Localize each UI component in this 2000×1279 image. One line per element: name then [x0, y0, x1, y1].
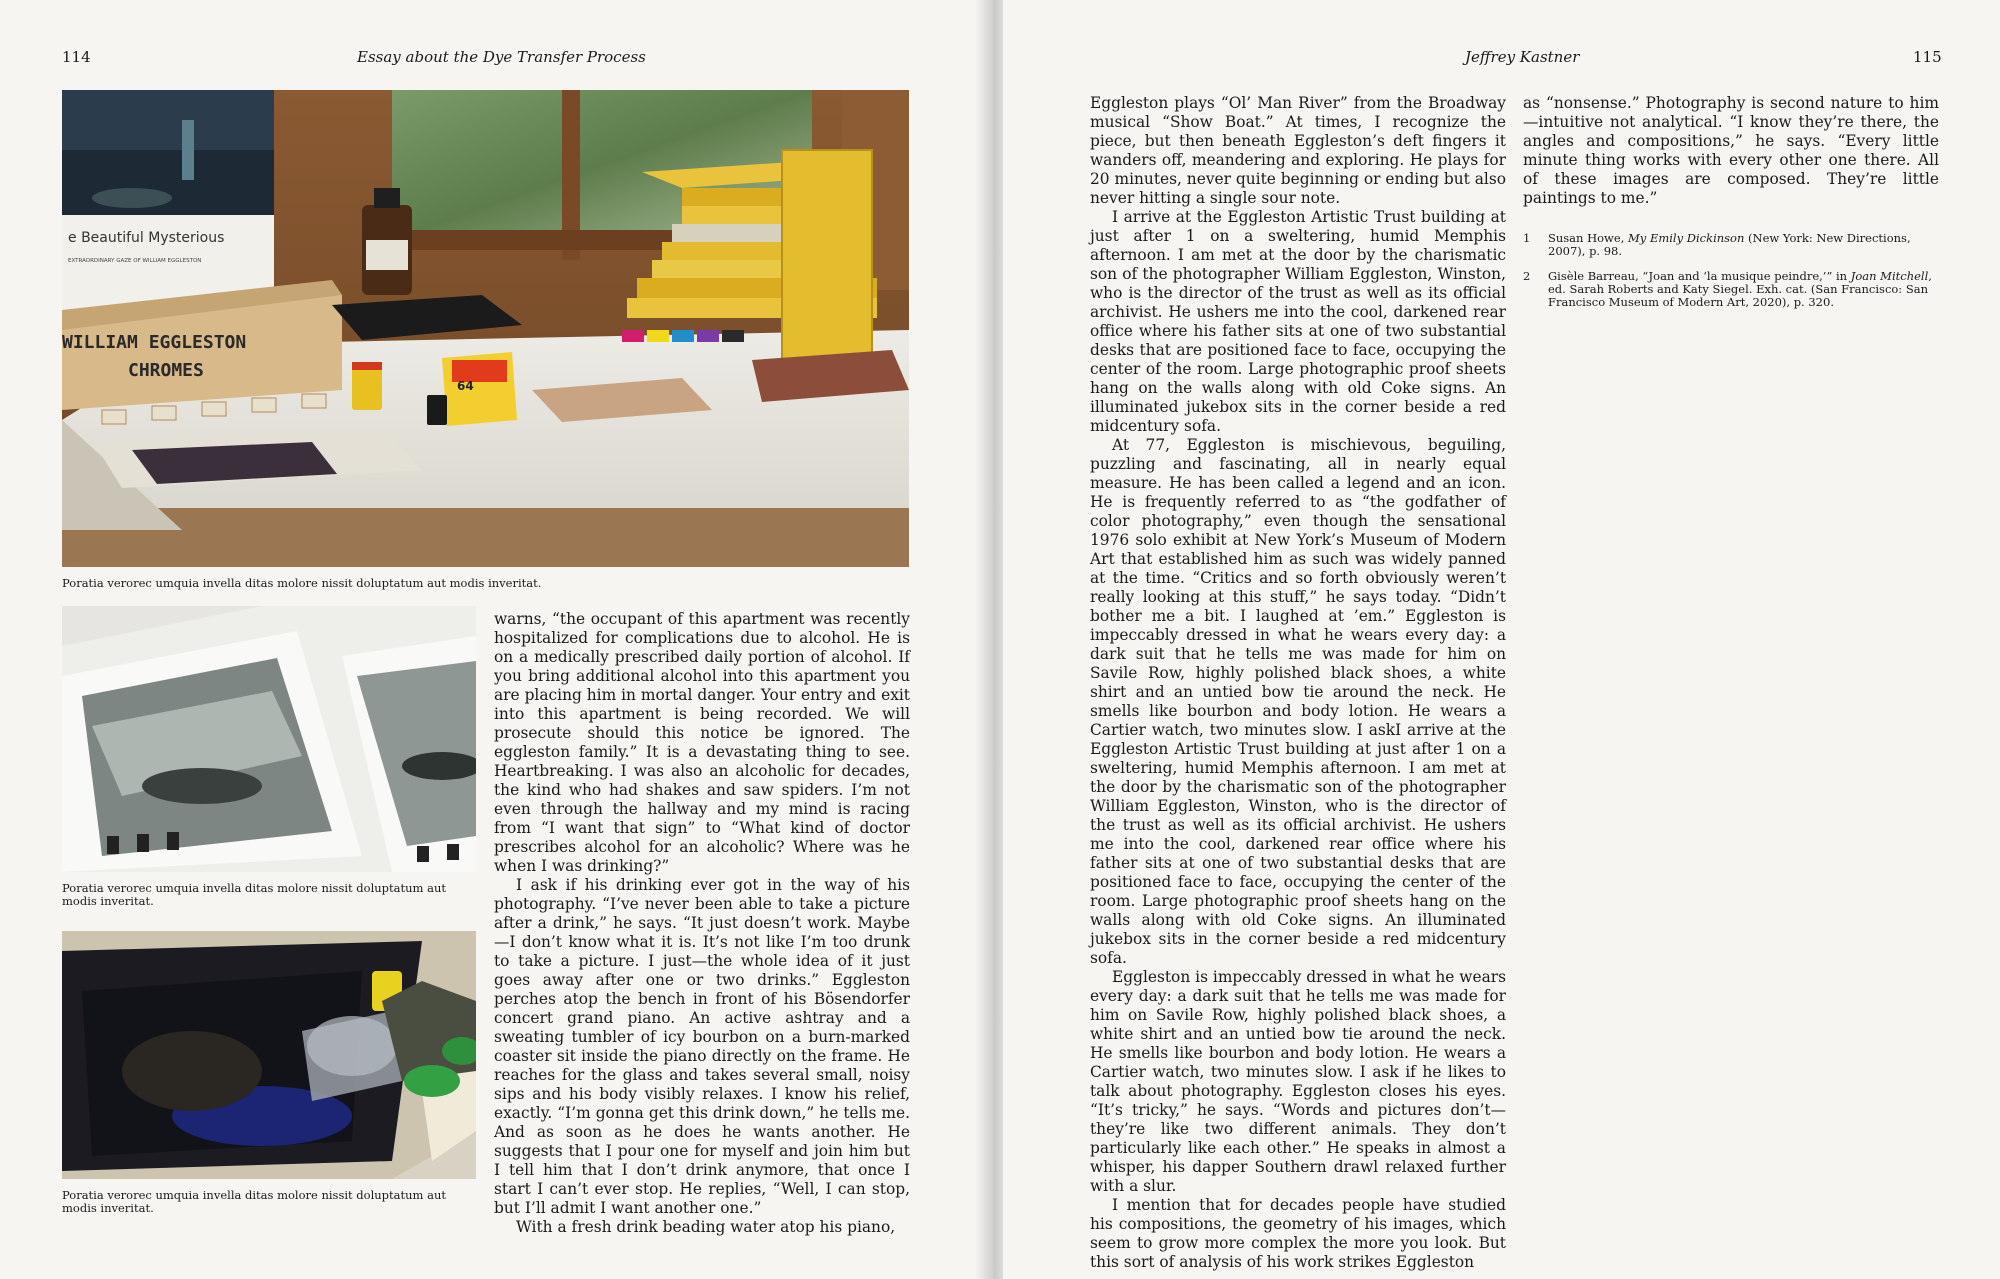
right-page — [1003, 0, 2000, 1279]
footnote-2-number: 2 — [1523, 269, 1531, 283]
footnote-1-number: 1 — [1523, 231, 1531, 245]
left-body-paragraph-1: warns, “the occupant of this apartment was recently hospitalized for complications due to alcohol. He is on a medically prescribed daily portion of alcohol. If you bring additional alcohol into this apartment you are placing him in mortal danger. Your entry and exit into this apartment is being recorded. We will prosecute should this notice be ignored. The eggleston family.” It is a devastating thing to see. Heartbreaking. I was also an alcoholic for decades, the kind who had shakes and saw spiders. I’m not even through the hallway and my mind is racing from “I want that sign” to “What kind of doctor prescribes alcohol for an alcoholic? Where was he when I was drinking?” — [494, 610, 910, 875]
footnote-1-before: Susan Howe, — [1548, 231, 1629, 245]
photo-proof-prints-graphic — [62, 606, 476, 872]
footnote-2 — [1523, 270, 1939, 309]
photo-box-label-2: CHROMES — [128, 360, 204, 381]
right-body-paragraph-3: At 77, Eggleston is mischievous, beguiling, puzzling and fascinating, all in nearly equal measure. He has been called a legend and an icon. He is frequently referred to as “the godfather of color photography,” even though the sensational 1976 solo exhibit at New York’s Museum of Modern Art that established him as such was widely panned at the time. “Critics and so forth obviously weren’t really looking at this stuff,” he says today. “Didn’t bother me a bit. I laughed at ’em.” Eggleston is impeccably dressed in what he wears every day: a dark suit that he tells me was made for him on Savile Row, highly polished black shoes, a white shirt and an untied bow tie around the neck. He smells like bourbon and body lotion. He wears a Cartier watch, two minutes slow. I askI arrive at the Eggleston Artistic Trust building at just after 1 on a sweltering, humid Memphis afternoon. I am met at the door by the charismatic son of the photographer William Eggleston, Winston, who is the director of the trust as well as its official archivist. He ushers me into the cool, darkened rear office where his father sits at one of two substantial desks that are positioned face to face, occupying the center of the room. Large photographic proof sheets hang on the walls along with old Coke signs. An illuminated jukebox sits in the corner beside a red midcentury sofa. — [1090, 436, 1506, 967]
caption-photo-3: Poratia verorec umquia invella ditas molore nissit doluptatum aut modis inveritat. — [62, 1188, 446, 1215]
right-col2-paragraph: as “nonsense.” Photography is second nature to him—intuitive not analytical. “I know they’re there, the angles and compositions,” he says. “Every little minute thing works with every other one there. All of these images are composed. They’re little paintings to me.” — [1523, 94, 1939, 207]
photo-book-subtitle: EXTRAORDINARY GAZE OF WILLIAM EGGLESTON — [68, 258, 202, 264]
right-body-paragraph-2: I arrive at the Eggleston Artistic Trust building at just after 1 on a sweltering, humid Memphis afternoon. I am met at the door by the charismatic son of the photographer William Eggleston, Winston, who is the director of the trust as well as its official archivist. He ushers me into the cool, darkened rear office where his father sits at one of two substantial desks that are positioned face to face, occupying the center of the room. Large photographic proof sheets hang on the walls along with old Coke signs. An illuminated jukebox sits in the corner beside a red midcentury sofa. — [1090, 208, 1506, 435]
footnote-1-text — [1548, 232, 1939, 258]
running-head-right: Jeffrey Kastner — [1465, 48, 1580, 66]
footnote-2-before: Gisèle Barreau, “Joan and ‘la musique peindre,’” in — [1548, 269, 1851, 283]
footnotes — [1523, 232, 1939, 321]
photo-box-label-1: WILLIAM EGGLESTON — [62, 332, 247, 353]
footnote-2-after: , ed. Sarah Roberts and Katy Siegel. Exh. cat. (San Francisco: San Francisco Museum of Modern Art, 2020), p. 320. — [1548, 269, 1932, 309]
photo-proof-prints — [62, 606, 476, 872]
right-body-column-2 — [1523, 94, 1939, 208]
right-body-column-1 — [1090, 94, 1506, 1271]
right-body-paragraph-4: Eggleston is impeccably dressed in what he wears every day: a dark suit that he tells me was made for him on Savile Row, highly polished black shoes, a white shirt and an untied bow tie around the neck. He smells like bourbon and body lotion. He wears a Cartier watch, two minutes slow. I ask if he likes to talk about photography. Eggleston closes his eyes. “It’s tricky,” he says. “Words and pictures don’t—they’re like two different animals. They don’t particularly like each other.” He speaks in almost a whisper, his dapper Southern drawl relaxed further with a slur. — [1090, 968, 1506, 1195]
footnote-1-after: (New York: New Directions, 2007), p. 98. — [1548, 231, 1911, 258]
footnote-2-title: Joan Mitchell — [1850, 269, 1929, 283]
photo-book-title: e Beautiful Mysterious — [68, 230, 225, 246]
left-page — [0, 0, 985, 1279]
footnote-2-text — [1548, 270, 1939, 309]
left-body-column — [494, 610, 910, 1236]
footnote-1 — [1523, 232, 1939, 258]
caption-photo-1: Poratia verorec umquia invella ditas molore nissit doluptatum aut modis inveritat. — [62, 576, 542, 590]
photo-developing-tray-graphic — [62, 931, 476, 1179]
page-number-right: 115 — [1913, 48, 1942, 66]
right-body-paragraph-1: Eggleston plays “Ol’ Man River” from the Broadway musical “Show Boat.” At times, I recognize the piece, but then beneath Eggleston’s deft fingers it wanders off, meandering and exploring. He plays for 20 minutes, never quite beginning or ending but also never hitting a single sour note. — [1090, 94, 1506, 207]
right-body-paragraph-5: I mention that for decades people have studied his compositions, the geometry of his images, which seem to grow more complex the more you look. But this sort of analysis of his work strikes Eggleston — [1090, 1196, 1506, 1271]
running-head-left: Essay about the Dye Transfer Process — [357, 48, 646, 66]
photo-film-label: 64 — [457, 379, 474, 393]
footnote-1-title: My Emily Dickinson — [1628, 231, 1745, 245]
page-number-left: 114 — [62, 48, 91, 66]
left-body-paragraph-2: I ask if his drinking ever got in the way of his photography. “I’ve never been able to take a picture after a drink,” he says. “It just doesn’t work. Maybe—I don’t know what it is. It’s not like I’m too drunk to take a picture. I just—the whole idea of it just goes away after one or two drinks.” Eggleston perches atop the bench in front of his Bösendorfer concert grand piano. An active ashtray and a sweating tumbler of icy bourbon on a burn-marked coaster sit inside the piano directly on the frame. He reaches for the glass and takes several small, noisy sips and his body visibly relaxes. I know his relief, exactly. “I’m gonna get this drink down,” he tells me. And as soon as he does he wants another. He suggests that I pour one for myself and join him but I tell him that I don’t drink anymore, that once I start I can’t ever stop. He replies, “Well, I can stop, but I’ll admit I want another one.” — [494, 876, 910, 1217]
photo-studio-table — [62, 90, 909, 567]
left-body-paragraph-3: With a fresh drink beading water atop his piano, — [516, 1218, 896, 1236]
photo-developing-tray — [62, 931, 476, 1179]
photo-studio-table-graphic — [62, 90, 909, 567]
caption-photo-2: Poratia verorec umquia invella ditas molore nissit doluptatum aut modis inveritat. — [62, 881, 446, 908]
